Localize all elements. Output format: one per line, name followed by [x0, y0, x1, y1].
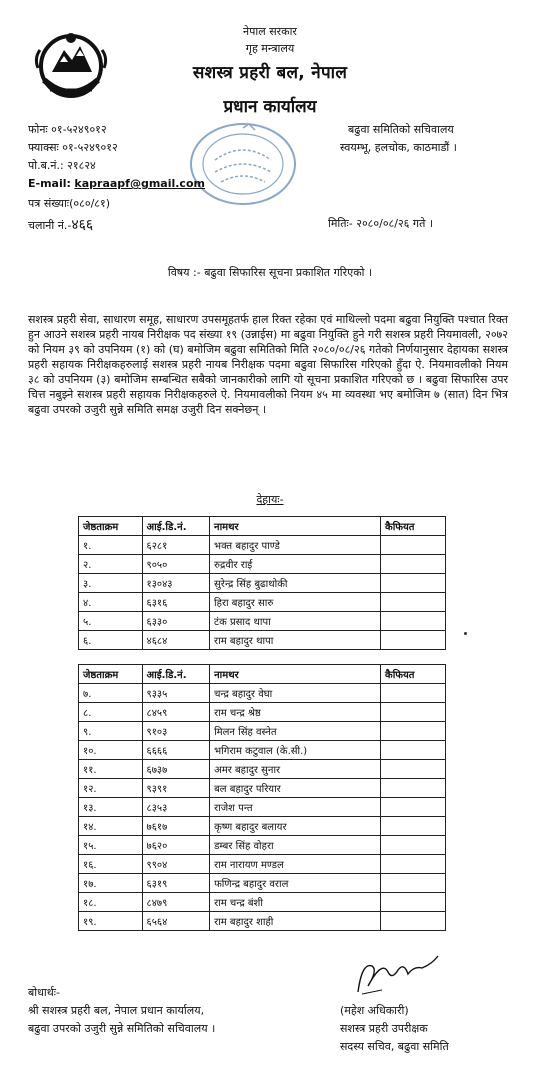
col-header-seniority: जेष्ठताक्रम — [79, 665, 143, 684]
row-serial: १९. — [79, 912, 143, 931]
row-serial: ९. — [79, 722, 143, 741]
row-name: सुरेन्द्र सिंह बुढाथोकी — [210, 574, 381, 593]
table-row — [79, 722, 446, 741]
header-office-name: प्रधान कार्यालय — [223, 97, 317, 117]
phone-number: फोनः ०१-५२४९०१२ — [28, 123, 107, 136]
row-id: ६६६६ — [142, 741, 210, 760]
table-row — [79, 817, 446, 836]
row-serial: १. — [79, 536, 143, 555]
row-name: हिरा बहादुर सारु — [210, 593, 381, 612]
row-serial: १०. — [79, 741, 143, 760]
email-label: E-mail: — [28, 177, 71, 190]
row-id: ६५६४ — [142, 912, 210, 931]
row-serial: १६. — [79, 855, 143, 874]
row-serial: ६. — [79, 631, 143, 650]
table-row — [79, 912, 446, 931]
row-name: मिलन सिंह वस्नेत — [210, 722, 381, 741]
row-id: ९३९१ — [142, 779, 210, 798]
row-serial: १४. — [79, 817, 143, 836]
row-name: रुद्रवीर राई — [210, 555, 381, 574]
dehaya-label: देहायः- — [256, 493, 284, 506]
row-serial: १२. — [79, 779, 143, 798]
table-row — [79, 555, 446, 574]
email-link[interactable]: kapraapf@gmail.com — [74, 177, 205, 190]
bodhartha-label: बोधार्थः- — [28, 986, 60, 999]
signature-icon — [352, 952, 442, 998]
dispatch-line — [28, 215, 93, 234]
row-name: टंक प्रसाद थापा — [210, 612, 381, 631]
table-row — [79, 574, 446, 593]
po-box-number: पो.ब.नं.: २१८२४ — [28, 159, 96, 172]
row-name: राम बहादुर थापा — [210, 631, 381, 650]
col-header-name: नामथर — [210, 517, 381, 536]
right-office-address: स्वयम्भू, हलचोक, काठमाडौं । — [340, 141, 457, 154]
row-remarks — [381, 574, 446, 593]
row-remarks — [381, 612, 446, 631]
row-remarks — [381, 912, 446, 931]
letter-number: पत्र संख्याः(०८०/८१) — [28, 197, 111, 210]
table-row — [79, 855, 446, 874]
row-remarks — [381, 536, 446, 555]
row-serial: ११. — [79, 760, 143, 779]
row-remarks — [381, 741, 446, 760]
table-row — [79, 703, 446, 722]
row-id: ६३१६ — [142, 593, 210, 612]
row-remarks — [381, 779, 446, 798]
row-serial: २. — [79, 555, 143, 574]
table-row — [79, 893, 446, 912]
row-id: ६७३७ — [142, 760, 210, 779]
row-id: ६३१९ — [142, 874, 210, 893]
right-office-name: बढुवा समितिको सचिवालय — [348, 123, 454, 136]
row-remarks — [381, 593, 446, 612]
row-remarks — [381, 874, 446, 893]
row-remarks — [381, 631, 446, 650]
row-id: १३०४३ — [142, 574, 210, 593]
row-remarks — [381, 555, 446, 574]
table-header-row — [79, 517, 446, 536]
table-row — [79, 874, 446, 893]
col-header-remarks: कैफियत — [381, 517, 446, 536]
cc-line-1: श्री सशस्त्र प्रहरी बल, नेपाल प्रधान कार्यालय, — [28, 1004, 205, 1017]
row-serial: १३. — [79, 798, 143, 817]
col-header-id: आई.डि.नं. — [142, 665, 210, 684]
col-header-name: नामथर — [210, 665, 381, 684]
header-line-ministry: गृह मन्त्रालय — [245, 42, 295, 55]
table-row — [79, 631, 446, 650]
row-id: ८४५९ — [142, 703, 210, 722]
row-name: डम्बर सिंह वोहरा — [210, 836, 381, 855]
row-id: ७६२० — [142, 836, 210, 855]
row-id: ६३३० — [142, 612, 210, 631]
row-remarks — [381, 684, 446, 703]
row-serial: ७. — [79, 684, 143, 703]
row-name: कृष्ण बहादुर बलायर — [210, 817, 381, 836]
row-name: राम चन्द्र श्रेष्ठ — [210, 703, 381, 722]
row-serial: १७. — [79, 874, 143, 893]
table-row — [79, 779, 446, 798]
row-name: राम चन्द्र बंशी — [210, 893, 381, 912]
row-id: ९३३५ — [142, 684, 210, 703]
row-name: भक्त बहादुर पाण्डे — [210, 536, 381, 555]
header-org-name: सशस्त्र प्रहरी बल, नेपाल — [192, 63, 348, 83]
row-name: राजेश पन्त — [210, 798, 381, 817]
row-remarks — [381, 760, 446, 779]
row-serial: १८. — [79, 893, 143, 912]
subject-line: विषय :- बढुवा सिफारिस सूचना प्रकाशित गरिएको । — [167, 266, 373, 279]
fax-number: फ्याक्सः ०१-५२४९०१२ — [28, 141, 118, 154]
row-serial: ३. — [79, 574, 143, 593]
row-serial: ४. — [79, 593, 143, 612]
table-row — [79, 612, 446, 631]
row-name: राम नारायण मण्डल — [210, 855, 381, 874]
row-id: ९१०३ — [142, 722, 210, 741]
row-serial: १५. — [79, 836, 143, 855]
email-line — [28, 177, 205, 190]
table-row — [79, 684, 446, 703]
row-id: ४६८४ — [142, 631, 210, 650]
table-row — [79, 836, 446, 855]
table-row — [79, 760, 446, 779]
row-remarks — [381, 855, 446, 874]
signer-name: (महेश अधिकारी) — [340, 1004, 409, 1017]
row-remarks — [381, 893, 446, 912]
table-row — [79, 593, 446, 612]
signer-rank: सशस्त्र प्रहरी उपरीक्षक — [340, 1022, 428, 1035]
row-id: ९९०४ — [142, 855, 210, 874]
stray-dot — [464, 632, 467, 635]
row-remarks — [381, 722, 446, 741]
row-name: फणिन्द्र बहादुर वराल — [210, 874, 381, 893]
row-id: ९०५० — [142, 555, 210, 574]
row-name: चन्द्र बहादुर वेघा — [210, 684, 381, 703]
recommendation-table-1 — [78, 516, 446, 650]
office-seal-icon — [185, 120, 301, 208]
row-name: अमर बहादुर सुनार — [210, 760, 381, 779]
recommendation-table-2 — [78, 664, 446, 931]
row-serial: ५. — [79, 612, 143, 631]
cc-line-2: बढुवा उपरको उजुरी सुन्ने समितिको सचिवालय । — [28, 1022, 216, 1035]
letter-date: मितिः- २०८०/०८/२६ गते । — [328, 217, 434, 230]
row-id: ८४७९ — [142, 893, 210, 912]
row-id: ८३५३ — [142, 798, 210, 817]
row-name: भगिराम कटुवाल (के.सी.) — [210, 741, 381, 760]
table-header-row — [79, 665, 446, 684]
col-header-remarks: कैफियत — [381, 665, 446, 684]
row-remarks — [381, 836, 446, 855]
dispatch-number: ४६६ — [71, 217, 94, 233]
signer-role: सदस्य सचिव, बढुवा समिति — [340, 1040, 449, 1053]
table-row — [79, 741, 446, 760]
row-remarks — [381, 798, 446, 817]
row-remarks — [381, 703, 446, 722]
table-row — [79, 536, 446, 555]
body-paragraph: सशस्त्र प्रहरी सेवा, साधारण समूह, साधारण उपसमूहतर्फ हाल रिक्त रहेका एवं माथिल्लो पदमा बढुवा नियुक्ति पश्चात रिक्त हुन आउने सशस्त्र प्रहरी नायब निरीक्षक पद संख्या १९ (उन्नाईस) मा बढुवा नियुक्ति हुने गरी सशस्त्र प्रहरी नियमावली, २०७२ को नियम ३९ को उपनियम (१) को (घ) बमोजिम बढुवा समितिको मिति २०८०/०८/२६ गतेको निर्णयानुसार देहायका सशस्त्र प्रहरी सहायक निरीक्षकहरुलाई सशस्त्र प्रहरी नायब निरीक्षक पदमा बढुवा सिफारिस गरिएको हुँदा ऐ. नियमावलीको नियम ३८ को उपनियम (३) बमोजिम सम्बन्धित सबैको जानकारीको लागि यो सूचना प्रकाशित गरिएको छ । बढुवा सिफारिस उपर चित्त नबुझ्ने सशस्त्र प्रहरी सहायक निरीक्षकहरुले ऐ. नियमावलीको नियम ४५ मा व्यवस्था भए बमोजिम ७ (सात) दिन भित्र बढुवा उपरको उजुरी सुन्ने समिति समक्ष उजुरी दिन सक्नेछन् । — [28, 313, 508, 416]
col-header-seniority: जेष्ठताक्रम — [79, 517, 143, 536]
row-remarks — [381, 817, 446, 836]
dispatch-label: चलानी नं.- — [28, 219, 72, 232]
row-serial: ८. — [79, 703, 143, 722]
table-row — [79, 798, 446, 817]
col-header-id: आई.डि.नं. — [142, 517, 210, 536]
row-id: ७६१७ — [142, 817, 210, 836]
row-name: राम बहादुर शाही — [210, 912, 381, 931]
header-line-government: नेपाल सरकार — [243, 25, 297, 38]
row-id: ६२८१ — [142, 536, 210, 555]
row-name: बल बहादुर परियार — [210, 779, 381, 798]
